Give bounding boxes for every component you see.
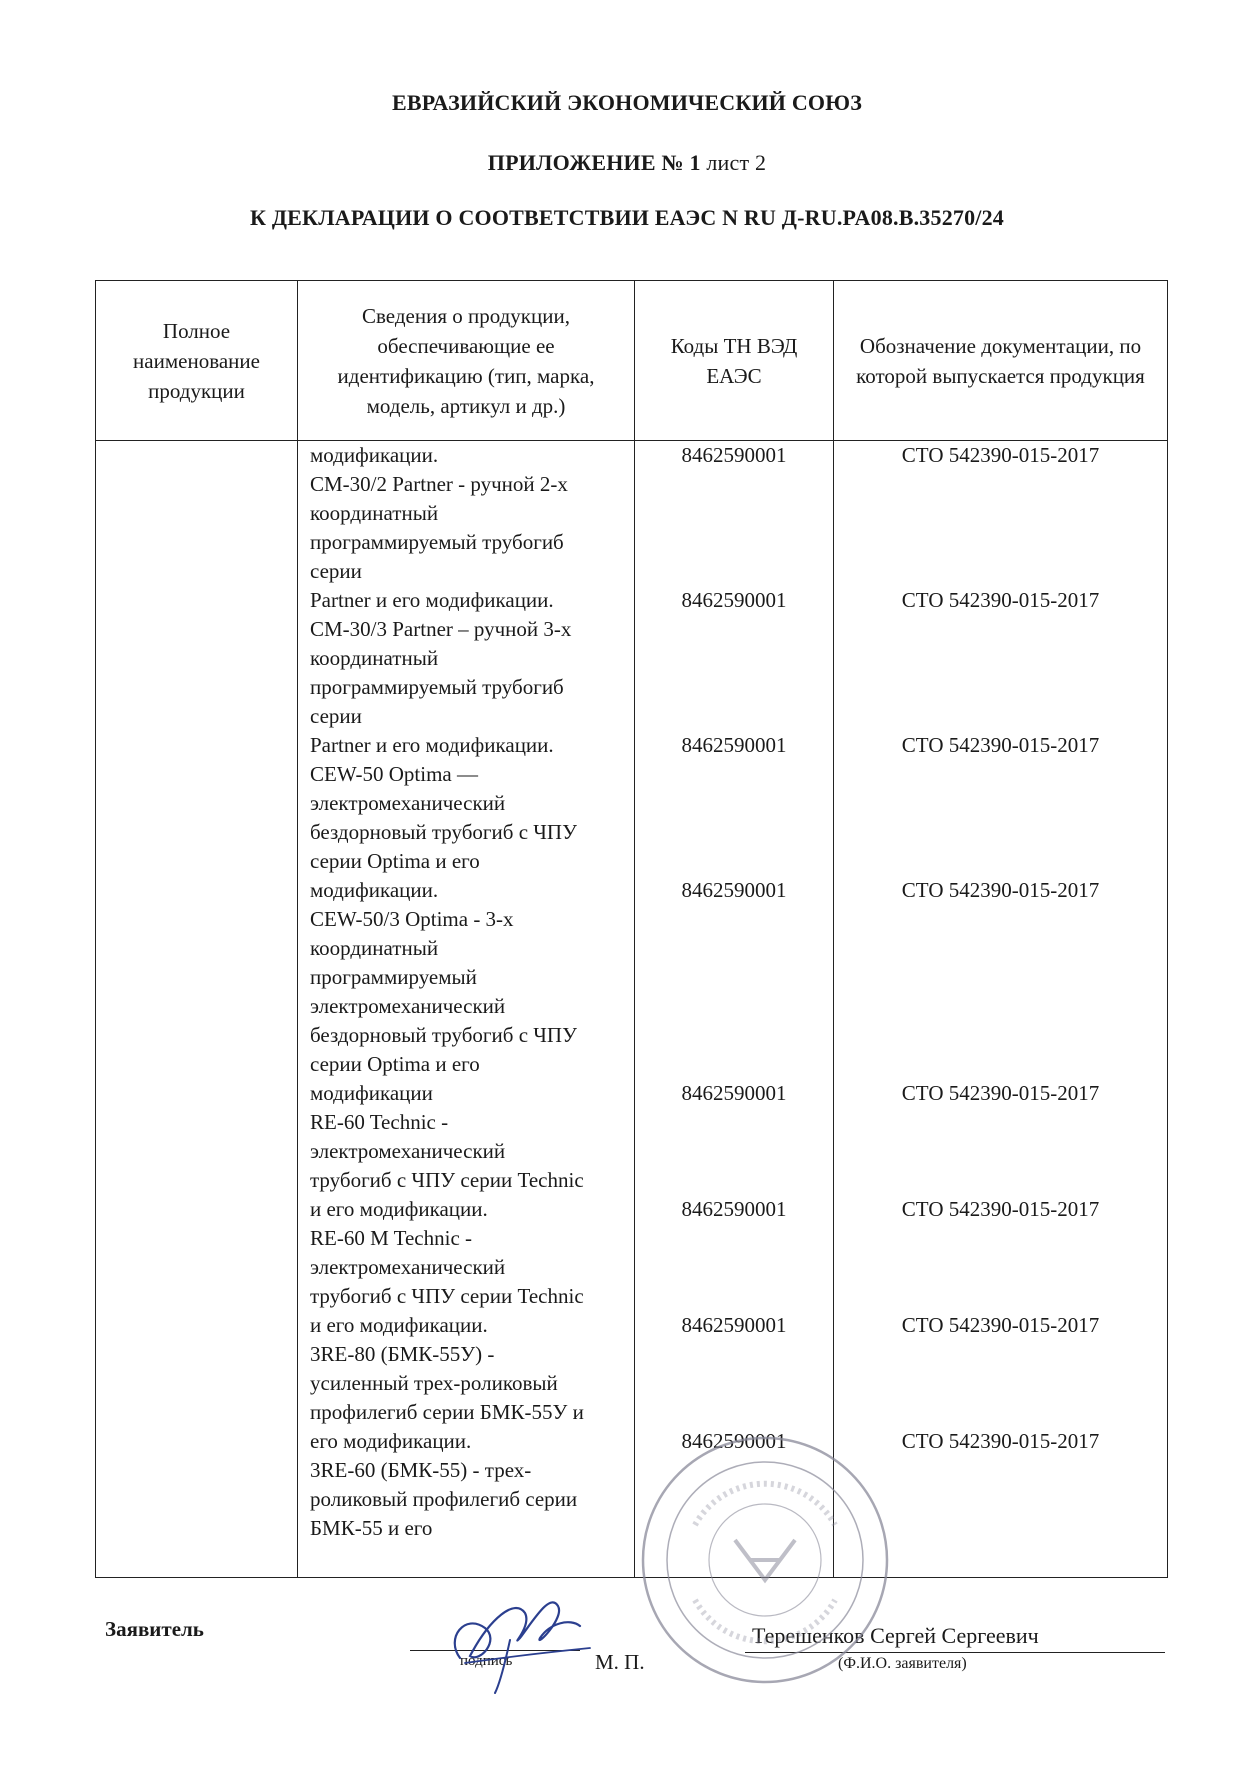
product-info-line: усиленный трех-роликовый — [310, 1371, 558, 1395]
product-info-line: и его модификации. — [310, 1313, 488, 1337]
product-info-block — [310, 1195, 628, 1311]
company-seal-icon — [635, 1430, 895, 1690]
product-info-line: координатный — [310, 646, 439, 670]
product-info-block — [310, 586, 628, 731]
product-info-line: электромеханический — [310, 1139, 506, 1163]
product-info-line: электромеханический — [310, 791, 506, 815]
appendix-sheet: лист 2 — [706, 150, 767, 175]
products-table — [95, 280, 1168, 1578]
documentation-value: СТО 542390-015-2017 — [901, 733, 1100, 757]
hs-codes-cell — [635, 441, 834, 1578]
hs-code-value: 8462590001 — [681, 1429, 787, 1453]
hs-code-value: 8462590001 — [681, 733, 787, 757]
product-info-line: электромеханический — [310, 1255, 506, 1279]
product-info-line: серии — [310, 559, 362, 583]
product-info-line: программируемый трубогиб — [310, 530, 564, 554]
product-info-line: CEW-50 Optima — — [310, 762, 478, 786]
product-info-list — [310, 441, 628, 1543]
product-info-line: RE-60 M Technic - — [310, 1226, 473, 1250]
product-info-line: координатный — [310, 501, 439, 525]
header-hs-codes: Коды ТН ВЭД ЕАЭС — [635, 281, 834, 441]
applicant-name: Терешенков Сергей Сергеевич — [752, 1623, 1039, 1648]
product-info-line: модификации. — [310, 878, 439, 902]
hs-code-value: 8462590001 — [681, 1081, 787, 1105]
product-info-line: и его модификации. — [310, 1197, 488, 1221]
product-info-line: серии Optima и его — [310, 849, 480, 873]
documentation-value: СТО 542390-015-2017 — [901, 1197, 1100, 1221]
product-info-line: Partner и его модификации. — [310, 733, 554, 757]
product-info-line: программируемый трубогиб — [310, 675, 564, 699]
handwritten-signature-icon — [440, 1578, 600, 1698]
name-caption: (Ф.И.О. заявителя) — [838, 1655, 967, 1672]
header-product-info: Сведения о продукции, обеспечивающие ее идентификацию (тип, марка, модель, артикул и др.) — [298, 281, 635, 441]
product-info-block — [310, 1079, 628, 1195]
header-documentation: Обозначение документации, по которой выпускается продукция — [834, 281, 1168, 441]
signature-caption: подпись — [460, 1653, 513, 1669]
documentation-value: СТО 542390-015-2017 — [901, 878, 1100, 902]
product-info-line: профилегиб серии БМК-55У и — [310, 1400, 584, 1424]
documentation-value: СТО 542390-015-2017 — [901, 1429, 1100, 1453]
product-info-line: трубогиб с ЧПУ серии Technic — [310, 1168, 584, 1192]
declaration-title: К ДЕКЛАРАЦИИ О СООТВЕТСТВИИ ЕАЭС N RU Д-RU.PA08.B.35270/24 — [249, 205, 1005, 230]
product-info-line: его модификации. — [310, 1429, 472, 1453]
product-info-block — [310, 1311, 628, 1427]
product-info-block — [310, 876, 628, 1079]
product-info-line: трубогиб с ЧПУ серии Technic — [310, 1284, 584, 1308]
applicant-label: Заявитель — [105, 1617, 204, 1641]
product-info-block — [310, 731, 628, 876]
product-info-line: бездорновый трубогиб с ЧПУ — [310, 820, 577, 844]
product-info-line: CEW-50/3 Optima - 3-х — [310, 907, 514, 931]
product-info-line: серии — [310, 704, 362, 728]
product-info-line: СМ-30/2 Partner - ручной 2-х — [310, 472, 568, 496]
product-info-line: модификации — [310, 1081, 433, 1105]
product-info-line: модификации. — [310, 443, 439, 467]
documentation-value: СТО 542390-015-2017 — [901, 1313, 1100, 1337]
product-info-line: СМ-30/3 Partner – ручной 3-х — [310, 617, 572, 641]
seal-place-label: М. П. — [595, 1650, 645, 1674]
product-info-line: серии Optima и его — [310, 1052, 480, 1076]
documentation-value: СТО 542390-015-2017 — [901, 588, 1100, 612]
product-info-line: БМК-55 и его — [310, 1516, 433, 1540]
product-info-line: 3RE-60 (БМК-55) - трех- — [310, 1458, 532, 1482]
product-info-cell — [298, 441, 635, 1578]
product-info-line: бездорновый трубогиб с ЧПУ — [310, 1023, 577, 1047]
product-info-line: 3RE-80 (БМК-55У) - — [310, 1342, 495, 1366]
documentation-cell — [834, 441, 1168, 1578]
hs-code-value: 8462590001 — [681, 1197, 787, 1221]
product-info-line: программируемый — [310, 965, 477, 989]
union-title: ЕВРАЗИЙСКИЙ ЭКОНОМИЧЕСКИЙ СОЮЗ — [391, 90, 863, 115]
product-info-line: RE-60 Technic - — [310, 1110, 449, 1134]
hs-code-value: 8462590001 — [681, 588, 787, 612]
appendix-title — [0, 150, 1254, 176]
product-info-block — [310, 1427, 628, 1543]
hs-code-value: 8462590001 — [681, 878, 787, 902]
appendix-number: ПРИЛОЖЕНИЕ № 1 — [487, 150, 701, 175]
documentation-value: СТО 542390-015-2017 — [901, 1081, 1100, 1105]
header-product-name: Полное наименование продукции — [96, 281, 298, 441]
documentation-value: СТО 542390-015-2017 — [901, 443, 1100, 467]
product-info-line: электромеханический — [310, 994, 506, 1018]
product-info-block — [310, 441, 628, 586]
product-name-cell — [96, 441, 298, 1578]
hs-code-value: 8462590001 — [681, 443, 787, 467]
product-info-line: Partner и его модификации. — [310, 588, 554, 612]
product-info-line: координатный — [310, 936, 439, 960]
table-row — [96, 441, 1168, 1578]
table-header-row — [96, 281, 1168, 441]
hs-code-value: 8462590001 — [681, 1313, 787, 1337]
product-info-line: роликовый профилегиб серии — [310, 1487, 578, 1511]
